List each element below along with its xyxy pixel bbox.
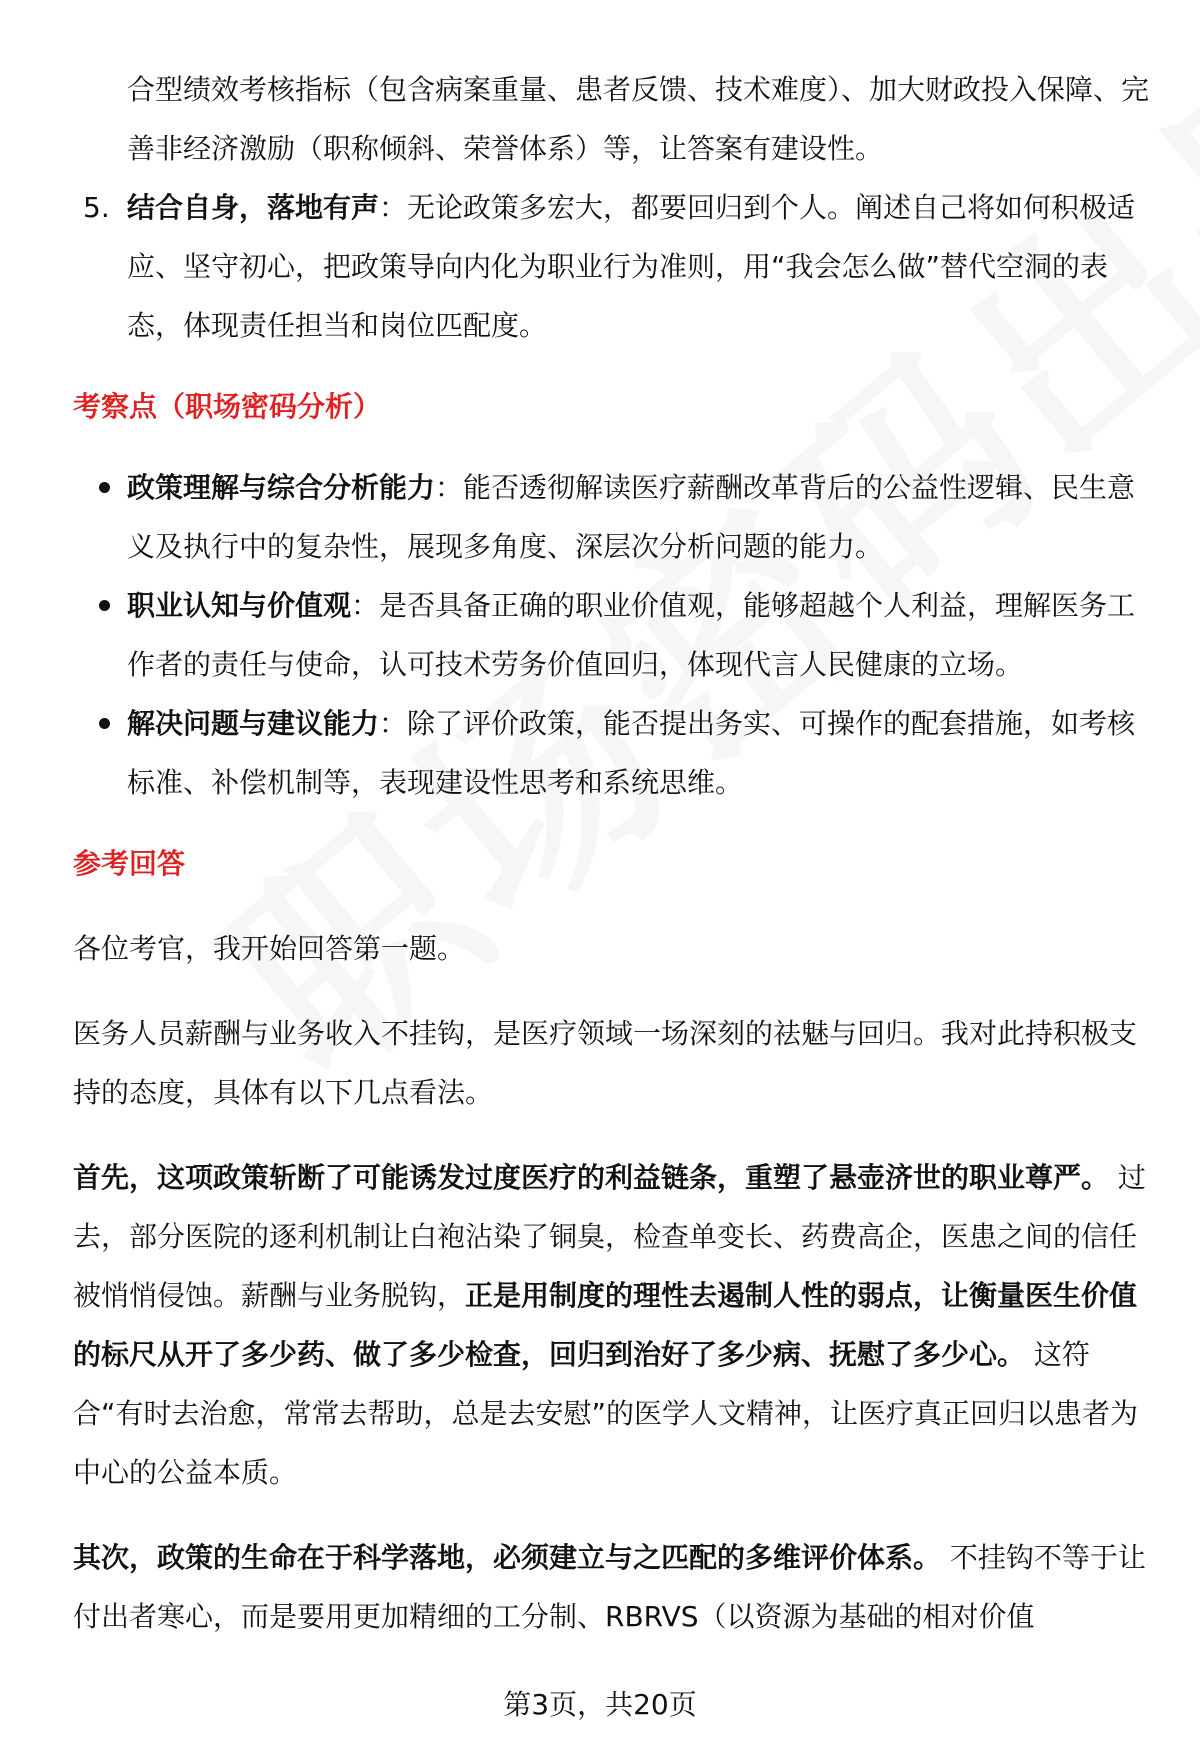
answer-paragraph-1: 医务人员薪酬与业务收入不挂钩，是医疗领域一场深刻的祛魅与回归。我对此持积极支持的态度，具体有以下几点看法。 <box>73 1017 1138 1109</box>
bullet-item-1 <box>73 458 1153 576</box>
list-number: 5. <box>83 191 110 224</box>
paragraph-bold-emphasis: 正是用制度的理性去遏制人性的弱点，让衡量医生价值的标尺从开了多少药、做了多少检查，回归到治好了多少病、抚慰了多少心。 <box>73 1279 1138 1371</box>
answer-paragraph-3 <box>73 1528 1153 1646</box>
bullet-text: ：除了评价政策，能否提出务实、可操作的配套措施，如考核标准、补偿机制等，表现建设性思考和系统思维。 <box>127 707 1136 799</box>
paragraph-text: 这符合“有时去治愈，常常去帮助，总是去安慰”的医学人文精神，让医疗真正回归以患者为中心的公益本质。 <box>73 1338 1139 1489</box>
answer-opening: 各位考官，我开始回答第一题。 <box>73 932 466 965</box>
page-content <box>73 60 1153 1646</box>
list-item-5 <box>73 178 1153 355</box>
bullet-item-3 <box>73 694 1153 812</box>
section-title-assessment: 考察点（职场密码分析） <box>73 390 382 423</box>
bullet-text: ：能否透彻解读医疗薪酬改革背后的公益性逻辑、民生意义及执行中的复杂性，展现多角度、深层次分析问题的能力。 <box>127 471 1136 563</box>
bullet-dot-icon <box>99 600 110 611</box>
intro-continuation: 合型绩效考核指标（包含病案重量、患者反馈、技术难度）、加大财政投入保障、完善非经济激励（职称倾斜、荣誉体系）等，让答案有建设性。 <box>127 73 1150 165</box>
bullet-text: ：是否具备正确的职业价值观，能够超越个人利益，理解医务工作者的责任与使命，认可技术劳务价值回归，体现代言人民健康的立场。 <box>127 589 1136 681</box>
paragraph-bold-lead: 其次，政策的生命在于科学落地，必须建立与之匹配的多维评价体系。 <box>73 1541 942 1574</box>
section-title-answer: 参考回答 <box>73 847 186 880</box>
bullet-dot-icon <box>99 718 110 729</box>
list-item-heading: 结合自身，落地有声 <box>127 191 380 224</box>
answer-paragraph-2 <box>73 1148 1153 1502</box>
bullet-heading: 解决问题与建议能力 <box>127 707 380 740</box>
bullet-dot-icon <box>99 482 110 493</box>
paragraph-text: 过去，部分医院的逐利机制让白袍沾染了铜臭，检查单变长、药费高企，医患之间的信任被悄悄侵蚀。薪酬与业务脱钩， <box>73 1161 1146 1312</box>
paragraph-bold-lead: 首先，这项政策斩断了可能诱发过度医疗的利益链条，重塑了悬壶济世的职业尊严。 <box>73 1161 1110 1194</box>
list-item-text: ：无论政策多宏大，都要回归到个人。阐述自己将如何积极适应、坚守初心，把政策导向内化为职业行为准则，用“我会怎么做”替代空洞的表态，体现责任担当和岗位匹配度。 <box>127 191 1136 342</box>
bullet-heading: 职业认知与价值观 <box>127 589 352 622</box>
bullet-heading: 政策理解与综合分析能力 <box>127 471 436 504</box>
paragraph-text: 不挂钩不等于让付出者寒心，而是要用更加精细的工分制、RBRVS（以资源为基础的相对价值 <box>73 1541 1146 1633</box>
page-number-footer: 第3页，共20页 <box>503 1688 697 1721</box>
bullet-item-2 <box>73 576 1153 694</box>
